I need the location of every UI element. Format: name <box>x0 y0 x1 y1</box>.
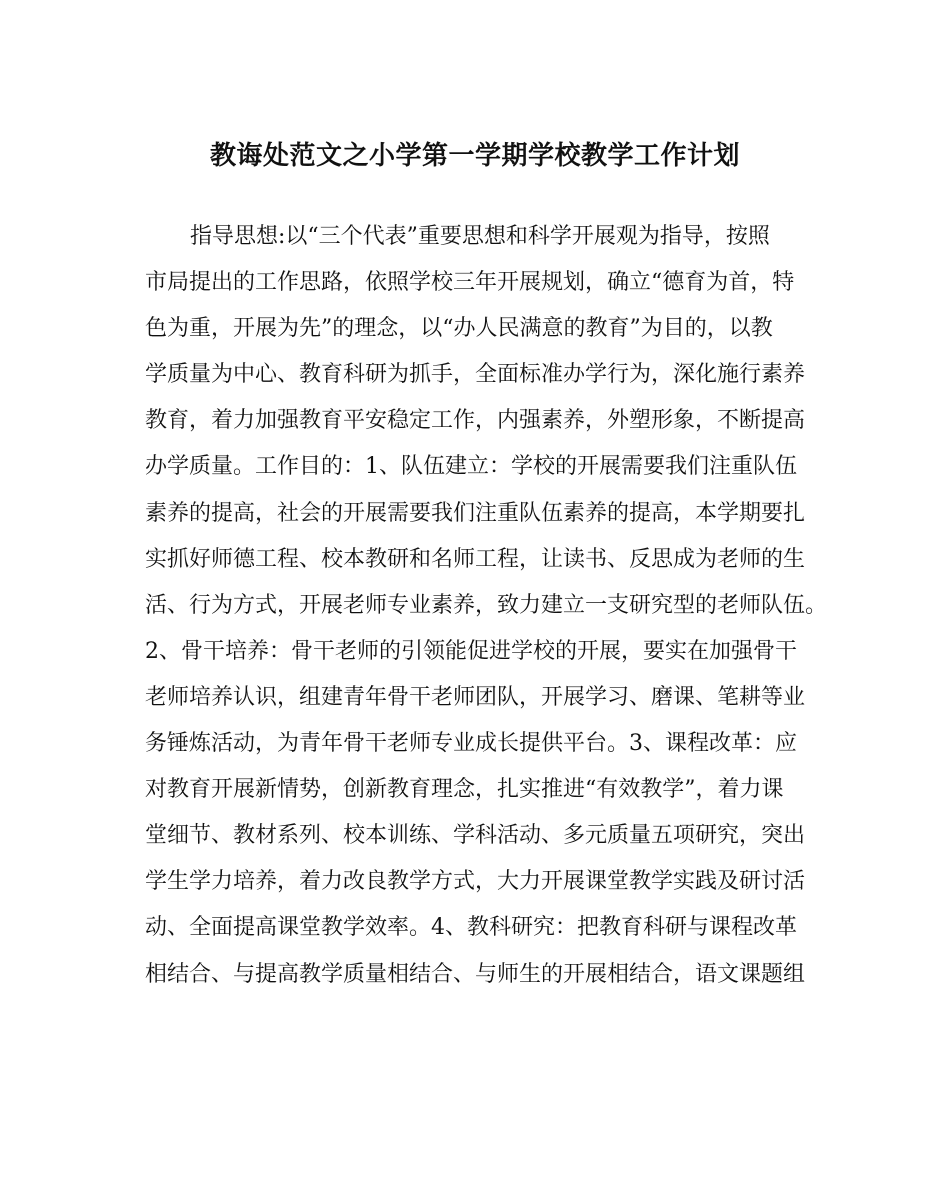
body-line: 堂细节、教材系列、校本训练、学科活动、多元质量五项研究，突出 <box>145 823 806 849</box>
body-line: 实抓好师德工程、校本教研和名师工程，让读书、反思成为老师的生 <box>145 546 806 572</box>
body-line: 务锤炼活动，为青年骨干老师专业成长提供平台。3、课程改革：应 <box>145 731 797 757</box>
document-title: 教诲处范文之小学第一学期学校教学工作计划 <box>209 141 740 171</box>
body-line: 老师培养认识，组建青年骨干老师团队，开展学习、磨课、笔耕等业 <box>145 684 806 710</box>
body-line: 相结合、与提高教学质量相结合、与师生的开展相结合，语文课题组 <box>145 961 806 987</box>
body-line: 市局提出的工作思路，依照学校三年开展规划，确立“德育为首，特 <box>145 270 795 296</box>
document-body <box>145 222 828 1006</box>
body-line: 指导思想:以“三个代表”重要思想和科学开展观为指导，按照 <box>190 224 770 249</box>
body-line: 2、骨干培养：骨干老师的引领能促进学校的开展，要实在加强骨干 <box>145 638 797 664</box>
body-line: 色为重，开展为先”的理念，以“办人民满意的教育”为目的，以教 <box>145 316 773 342</box>
body-line: 学生学力培养，着力改良教学方式，大力开展课堂教学实践及研讨活 <box>145 869 806 895</box>
body-line: 教育，着力加强教育平安稳定工作，内强素养，外塑形象，不断提高 <box>145 408 806 434</box>
body-line: 对教育开展新情势，创新教育理念，扎实推进“有效教学”，着力课 <box>145 777 784 803</box>
body-line: 办学质量。工作目的：1、队伍建立：学校的开展需要我们注重队伍 <box>145 454 797 480</box>
body-line: 动、全面提高课堂教学效率。4、教科研究：把教育科研与课程改革 <box>145 915 797 941</box>
body-line: 活、行为方式，开展老师专业素养，致力建立一支研究型的老师队伍。 <box>145 592 828 618</box>
body-line: 素养的提高，社会的开展需要我们注重队伍素养的提高，本学期要扎 <box>145 500 806 526</box>
body-line: 学质量为中心、教育科研为抓手，全面标准办学行为，深化施行素养 <box>145 362 806 388</box>
